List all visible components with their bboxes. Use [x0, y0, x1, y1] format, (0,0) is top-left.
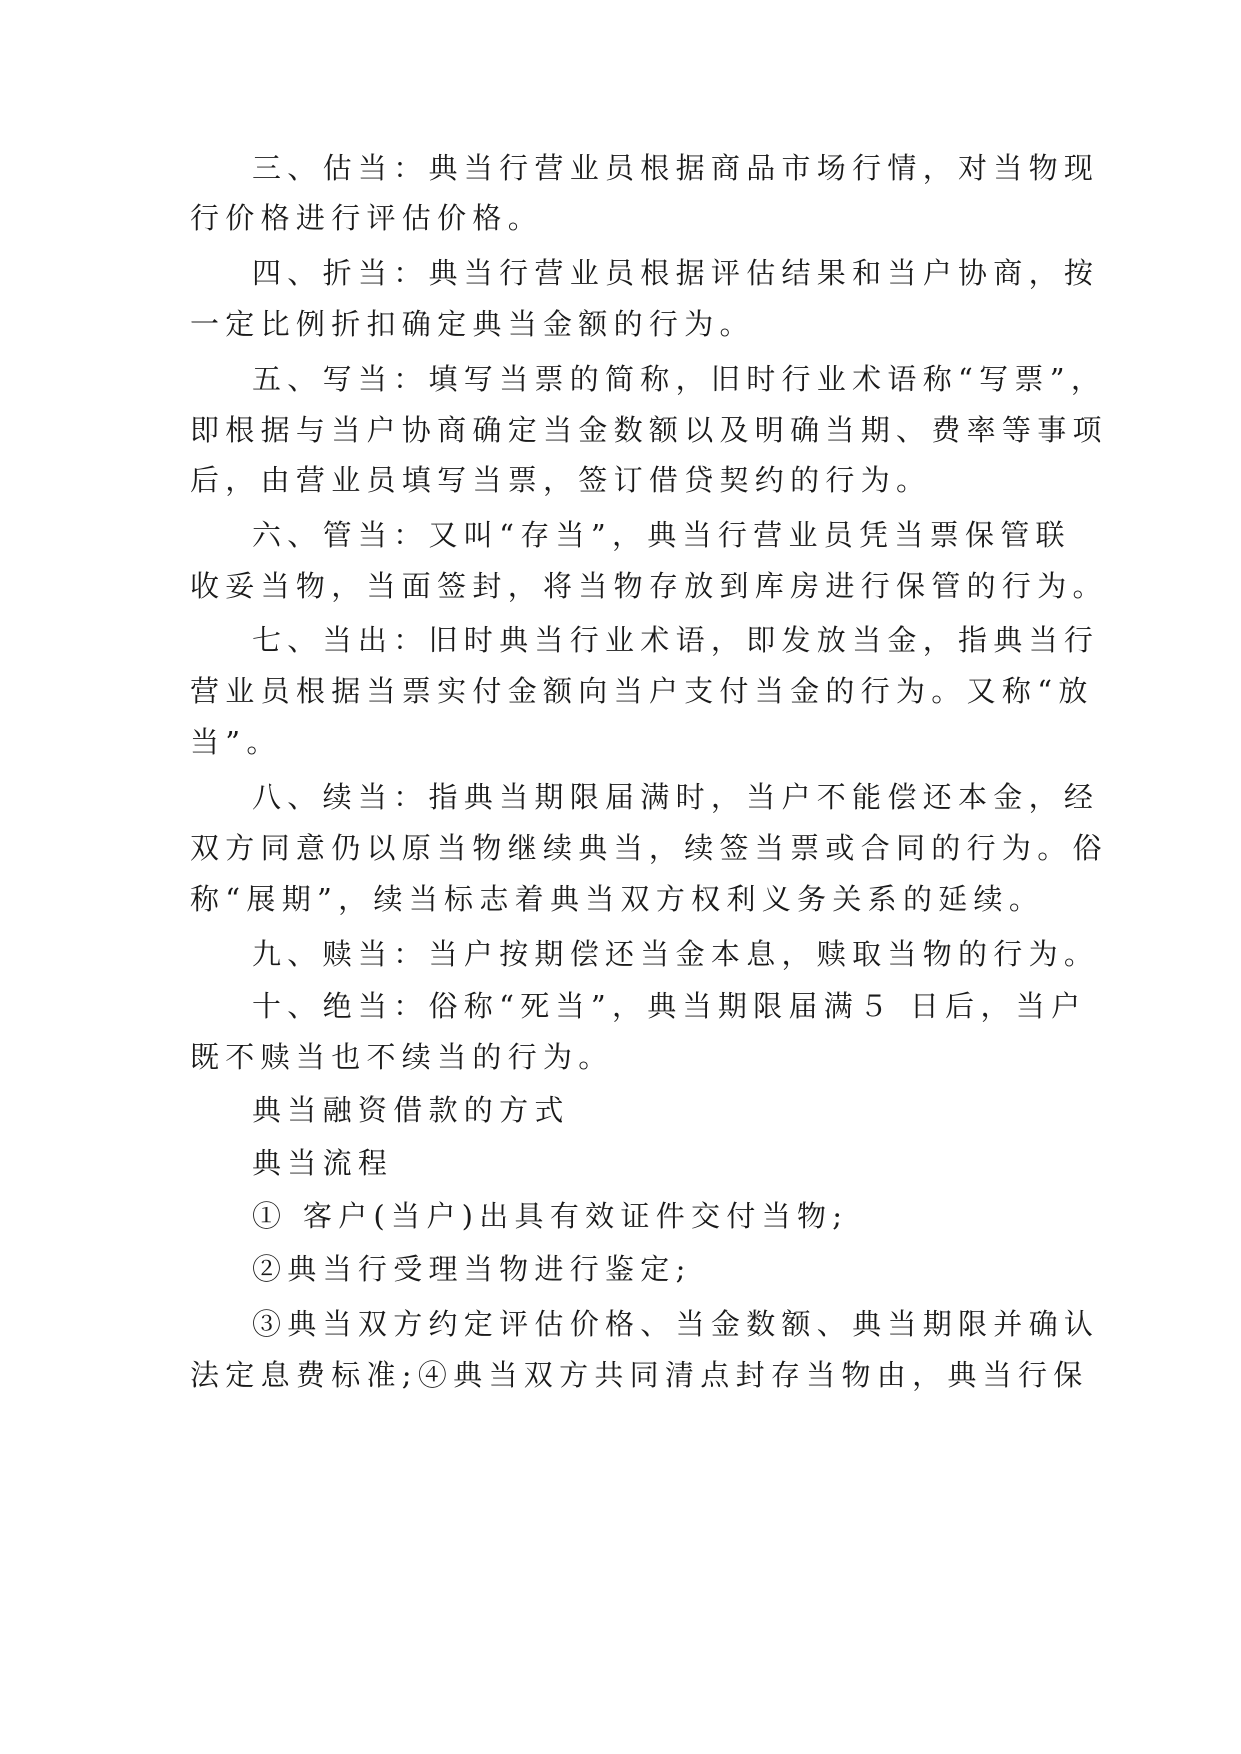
list-item: ① 客户(当户)出具有效证件交付当物; [252, 1199, 849, 1233]
heading-line: 典当流程 [252, 1146, 394, 1180]
text-line: 四、折当：典当行营业员根据评估结果和当户协商，按 [252, 256, 1100, 290]
list-item: 法定息费标准;④典当双方共同清点封存当物由，典当行保 [190, 1358, 1089, 1392]
text-line: 后，由营业员填写当票，签订借贷契约的行为。 [190, 463, 932, 497]
text-line: 一定比例折扣确定典当金额的行为。 [190, 307, 755, 341]
text-line: 双方同意仍以原当物继续典当，续签当票或合同的行为。俗 [190, 831, 1108, 865]
text-line: 行价格进行评估价格。 [190, 201, 544, 235]
list-item: ②典当行受理当物进行鉴定; [252, 1252, 692, 1286]
text-line: 即根据与当户协商确定当金数额以及明确当期、费率等事项 [190, 413, 1108, 447]
text-line: 五、写当：填写当票的简称，旧时行业术语称“写票”， [252, 362, 1107, 396]
text-line: 营业员根据当票实付金额向当户支付当金的行为。又称“放 [190, 674, 1094, 708]
text-line: 既不赎当也不续当的行为。 [190, 1040, 614, 1074]
text-line: 十、绝当：俗称“死当”，典当期限届满５ 日后，当户 [252, 989, 1087, 1023]
text-line: 七、当出：旧时典当行业术语，即发放当金，指典当行 [252, 623, 1100, 657]
text-line: 三、估当：典当行营业员根据商品市场行情，对当物现 [252, 151, 1100, 185]
text-line: 六、管当：又叫“存当”，典当行营业员凭当票保管联 [252, 518, 1071, 552]
text-line: 九、赎当：当户按期偿还当金本息，赎取当物的行为。 [252, 937, 1100, 971]
text-line: 八、续当：指典当期限届满时，当户不能偿还本金，经 [252, 780, 1100, 814]
text-line: 称“展期”，续当标志着典当双方权利义务关系的延续。 [190, 882, 1045, 916]
text-line: 当”。 [190, 725, 282, 759]
list-item: ③典当双方约定评估价格、当金数额、典当期限并确认 [252, 1307, 1100, 1341]
heading-line: 典当融资借款的方式 [252, 1093, 570, 1127]
text-line: 收妥当物，当面签封，将当物存放到库房进行保管的行为。 [190, 569, 1108, 603]
